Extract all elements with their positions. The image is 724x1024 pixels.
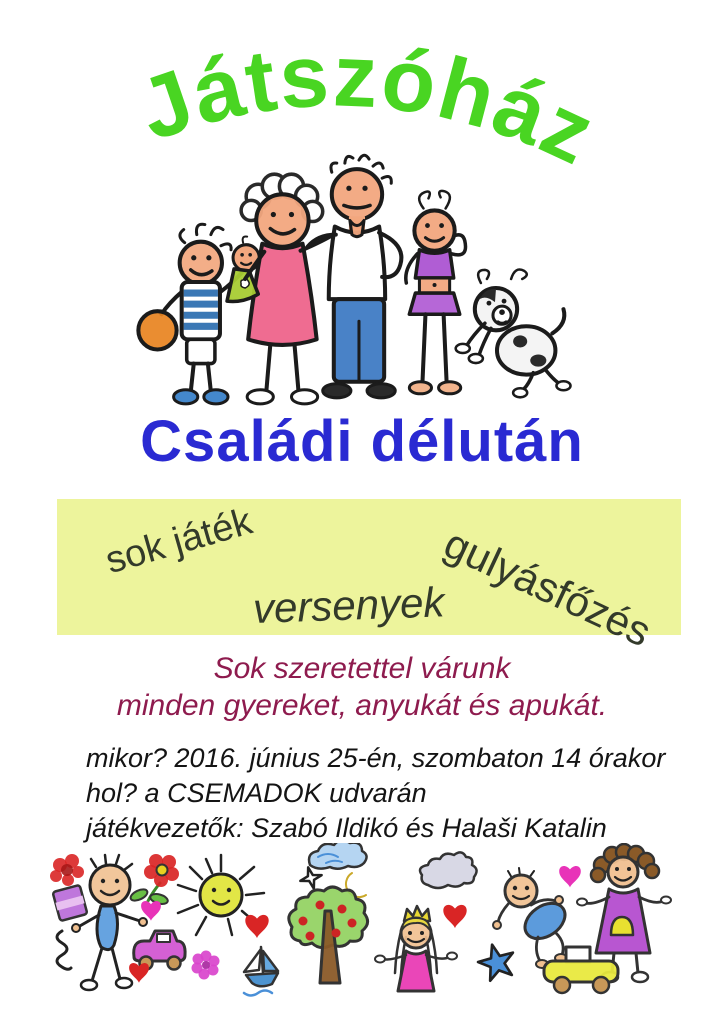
doodle-princess xyxy=(375,906,457,991)
highlight-sok-jatek: sok játék xyxy=(101,500,257,583)
doodle-baby xyxy=(493,868,572,968)
doodle-cloud-blue xyxy=(309,843,367,869)
event-details xyxy=(86,741,665,846)
doodle-cloud-gray xyxy=(420,852,477,888)
welcome-line-2: minden gyereket, anyukát és apukát. xyxy=(116,689,608,722)
detail-hosts: játékvezetők: Szabó Ildikó és Halaši Katalin xyxy=(86,813,607,843)
family-girl xyxy=(406,191,466,394)
subtitle: Családi délután xyxy=(140,409,584,474)
family-boy xyxy=(138,224,245,404)
doodle-flower-stem xyxy=(129,854,179,906)
doodle-flower-red xyxy=(50,854,84,886)
family-dog xyxy=(456,269,571,397)
welcome-text xyxy=(0,650,724,724)
family-illustration xyxy=(130,150,594,422)
highlight-versenyek: versenyek xyxy=(252,578,446,632)
doodle-heart-pink-2 xyxy=(559,866,581,887)
detail-where: hol? a CSEMADOK udvarán xyxy=(86,778,427,808)
doodle-car-purple xyxy=(134,931,185,970)
family-dad xyxy=(308,155,402,398)
doodle-apple-tree xyxy=(289,887,368,983)
family-mom xyxy=(227,174,337,404)
doodle-star-blue xyxy=(475,940,519,983)
highlight-gulyasfozes: gulyásfőzés xyxy=(437,519,659,656)
doodle-gift-purple xyxy=(53,885,88,921)
page-title-text: Játszóház xyxy=(126,25,611,184)
detail-when: mikor? 2016. június 25-én, szombaton 14 órakor xyxy=(86,743,666,773)
highlight-box xyxy=(57,499,681,656)
welcome-line-1: Sok szeretettel várunk xyxy=(213,652,511,685)
doodle-flower-pink xyxy=(192,951,220,980)
doodle-sailboat xyxy=(244,947,278,996)
doodle-heart-red-2 xyxy=(245,915,268,938)
doodle-squiggle xyxy=(57,931,71,969)
doodle-strip-illustration xyxy=(0,843,724,1021)
doodle-heart-red-3 xyxy=(443,905,466,928)
